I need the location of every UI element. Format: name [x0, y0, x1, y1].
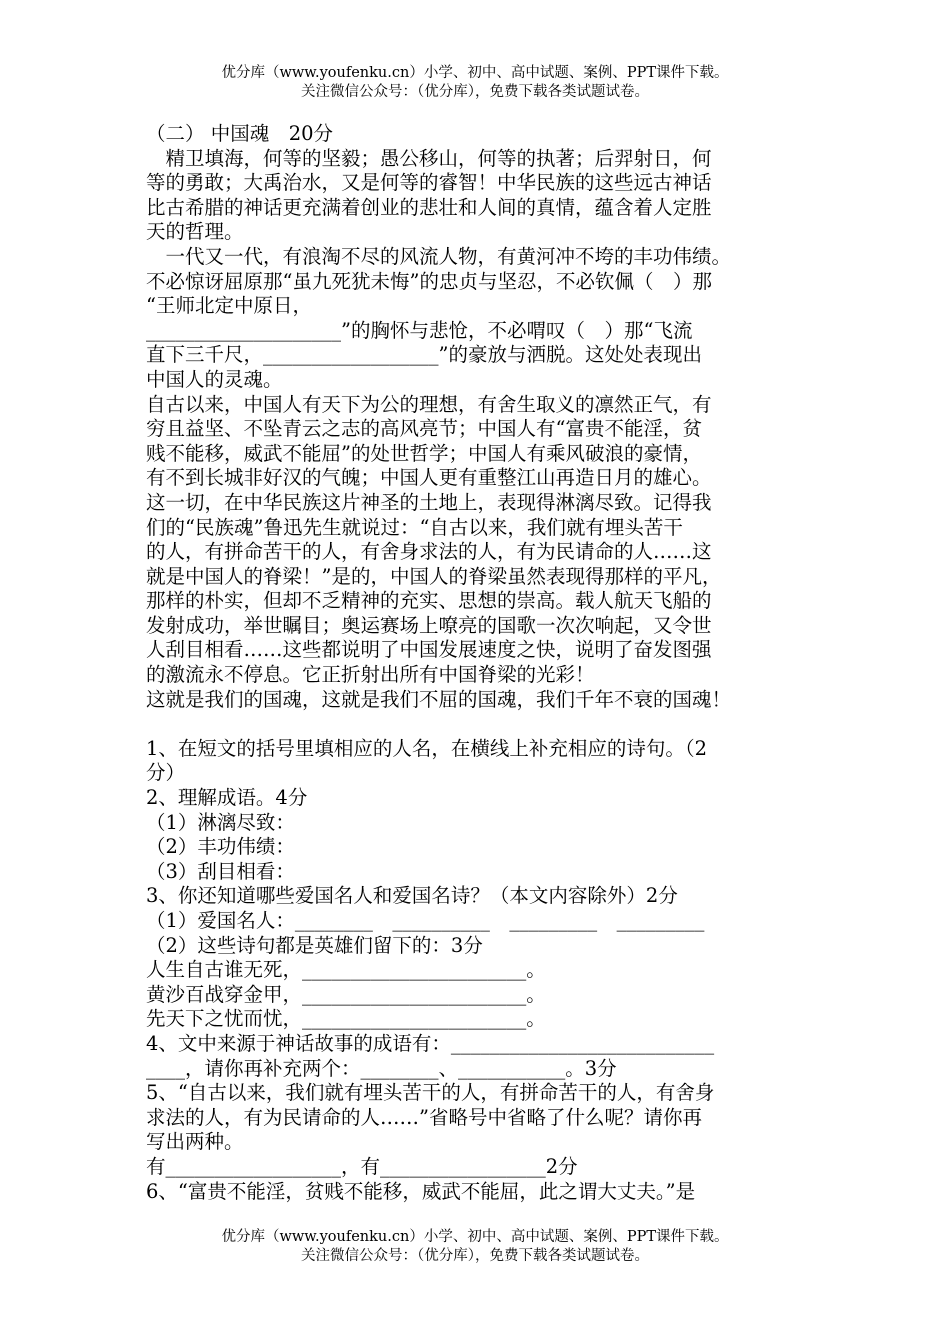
- text-line: 不必惊讶屈原那“虽九死犹未悔”的忠贞与坚忍，不必钦佩（ ）那: [146, 269, 712, 293]
- text-line: 写出两种。: [146, 1130, 244, 1154]
- text-line: 1、在短文的括号里填相应的人名，在横线上补充相应的诗句。（2: [146, 736, 708, 760]
- text-line: 直下三千尺，__________________”的豪放与洒脱。这处处表现出: [146, 343, 702, 367]
- text-line: 穷且益坚、不坠青云之志的高风亮节；中国人有“富贵不能淫，贫: [146, 417, 702, 441]
- text-line: ____，请你再补充两个：________、___________。3分: [146, 1056, 617, 1080]
- text-line: ____________________”的胸怀与悲怆，不必喟叹（ ）那“飞流: [146, 318, 693, 342]
- text-line: （1）淋漓尽致：: [146, 810, 295, 834]
- text-line: 们的“民族魂”鲁迅先生就说过：“自古以来，我们就有埋头苦干: [146, 515, 683, 539]
- text-line: 2、理解成语。4分: [146, 786, 308, 810]
- page-footer: [0, 1228, 950, 1266]
- text-line: 等的勇敢；大禹治水，又是何等的睿智！中华民族的这些远古神话: [146, 171, 712, 195]
- text-line: （1）爱国名人：________ __________ _________ _________: [146, 909, 705, 932]
- text-line: 天的哲理。: [146, 220, 244, 244]
- text-line: 人生自古谁无死，_______________________。: [146, 958, 546, 982]
- text-line: 一代又一代，有浪淘不尽的风流人物，有黄河冲不垮的丰功伟绩。: [146, 244, 732, 268]
- header-line-1: 优分库（www.youfenku.cn）小学、初中、高中试题、案例、PPT课件下载。: [221, 65, 729, 81]
- text-line: 6、“富贵不能淫，贫贱不能移，威武不能屈，此之谓大丈夫。”是: [146, 1179, 696, 1203]
- text-line: 这一切，在中华民族这片神圣的土地上，表现得淋漓尽致。记得我: [146, 490, 712, 514]
- text-line: 就是中国人的脊梁！”是的，中国人的脊梁虽然表现得那样的平凡，: [146, 564, 722, 588]
- header-line-2: 关注微信公众号：（优分库），免费下载各类试题试卷。: [301, 84, 649, 100]
- text-line: 黄沙百战穿金甲，_______________________。: [146, 982, 546, 1006]
- text-line: 那样的朴实，但却不乏精神的充实、思想的崇高。载人航天飞船的: [146, 589, 712, 613]
- page-header: [0, 64, 950, 102]
- text-line: 分）: [146, 761, 186, 785]
- text-line: （2）丰功伟绩：: [146, 835, 295, 859]
- text-line: 发射成功，举世瞩目；奥运赛场上嘹亮的国歌一次次响起，又令世: [146, 613, 712, 637]
- text-line: 3、你还知道哪些爱国名人和爱国名诗？（本文内容除外）2分: [146, 884, 678, 908]
- text-line: 人刮目相看……这些都说明了中国发展速度之快，说明了奋发图强: [146, 638, 712, 662]
- text-line: “王师北定中原日，: [146, 294, 312, 318]
- text-line: 有不到长城非好汉的气魄；中国人更有重整江山再造日月的雄心。: [146, 466, 712, 490]
- text-line: （3）刮目相看：: [146, 859, 295, 883]
- text-line: 先天下之忧而忧，_______________________。: [146, 1007, 546, 1031]
- text-line: 4、文中来源于神话故事的成语有：___________________________: [146, 1031, 715, 1055]
- footer-line-2: 关注微信公众号：（优分库），免费下载各类试题试卷。: [301, 1248, 649, 1264]
- text-line: 比古希腊的神话更充满着创业的悲壮和人间的真情，蕴含着人定胜: [146, 195, 712, 219]
- blank-line: [146, 712, 826, 737]
- text-line: 求法的人，有为民请命的人……”省略号中省略了什么呢？请你再: [146, 1105, 702, 1129]
- text-line: 这就是我们的国魂，这就是我们不屈的国魂，我们千年不衰的国魂！: [146, 687, 732, 711]
- text-line: 自古以来，中国人有天下为公的理想，有舍生取义的凛然正气，有: [146, 392, 712, 416]
- document-body: [146, 122, 826, 1204]
- text-line: 的激流永不停息。它正折射出所有中国脊梁的光彩！: [146, 663, 595, 687]
- text-line: （二） 中国魂 20分: [146, 122, 334, 145]
- text-line: （2）这些诗句都是英雄们留下的：3分: [146, 933, 483, 957]
- text-line: 的人，有拼命苦干的人，有舍身求法的人，有为民请命的人……这: [146, 540, 712, 564]
- text-line: 有__________________，有_________________2分: [146, 1154, 578, 1178]
- text-line: 精卫填海，何等的坚毅；愚公移山，何等的执著；后羿射日，何: [146, 146, 712, 170]
- text-line: 贱不能移，威武不能屈”的处世哲学；中国人有乘风破浪的豪情，: [146, 441, 702, 465]
- text-line: 5、“自古以来，我们就有埋头苦干的人，有拼命苦干的人，有舍身: [146, 1081, 715, 1105]
- footer-line-1: 优分库（www.youfenku.cn）小学、初中、高中试题、案例、PPT课件下载。: [221, 1229, 729, 1245]
- text-line: 中国人的灵魂。: [146, 367, 283, 391]
